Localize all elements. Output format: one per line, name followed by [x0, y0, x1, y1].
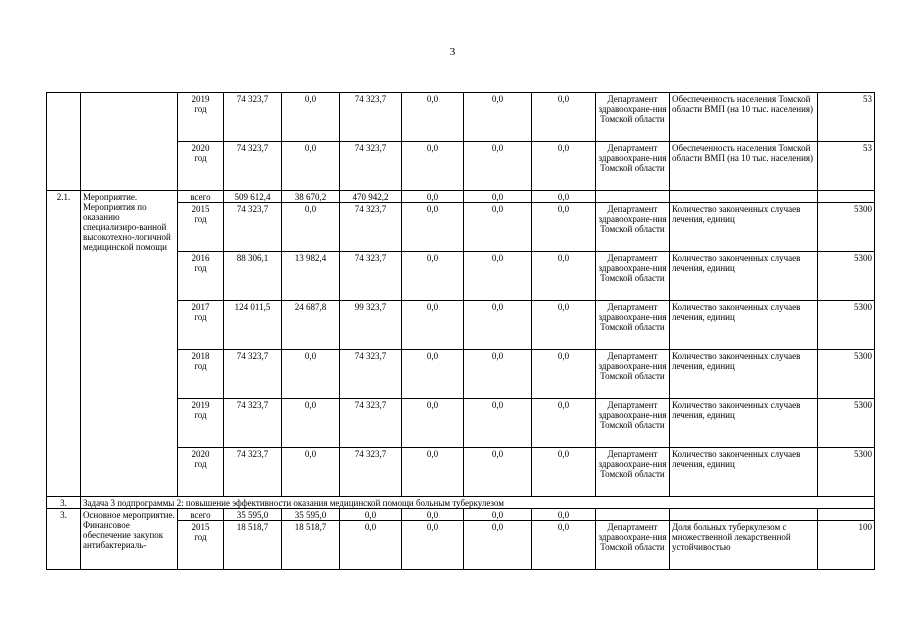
extrabudget-cell: 0,0 [464, 93, 532, 142]
local-cell: 0,0 [402, 191, 464, 203]
local-cell: 0,0 [402, 399, 464, 448]
row-number-cell: 3. [47, 509, 81, 570]
local-cell: 0,0 [402, 203, 464, 252]
extrabudget-cell: 0,0 [464, 142, 532, 191]
table-row [47, 191, 875, 203]
year-cell: 2016 год [178, 252, 224, 301]
task-row [47, 497, 875, 509]
indicator-value-cell: 5300 [818, 203, 875, 252]
federal-cell: 0,0 [282, 203, 340, 252]
federal-cell: 0,0 [282, 399, 340, 448]
other-cell: 0,0 [532, 350, 596, 399]
regional-cell: 74 323,7 [340, 93, 402, 142]
federal-cell: 0,0 [282, 142, 340, 191]
federal-cell: 24 687,8 [282, 301, 340, 350]
responsible-cell: Департамент здравоохране-ния Томской области [596, 142, 670, 191]
responsible-cell [596, 509, 670, 521]
indicator-value-cell: 100 [818, 521, 875, 570]
total-cell: 88 306,1 [224, 252, 282, 301]
indicator-cell: Обеспеченность населения Томской области ВМП (на 10 тыс. населения) [670, 142, 818, 191]
regional-cell: 74 323,7 [340, 399, 402, 448]
year-cell: 2020 год [178, 142, 224, 191]
indicator-value-cell [818, 191, 875, 203]
responsible-cell: Департамент здравоохране-ния Томской области [596, 301, 670, 350]
regional-cell: 0,0 [340, 509, 402, 521]
indicator-value-cell: 5300 [818, 252, 875, 301]
responsible-cell: Департамент здравоохране-ния Томской области [596, 521, 670, 570]
page-number: 3 [449, 46, 456, 58]
table-row [47, 509, 875, 521]
responsible-cell: Департамент здравоохране-ния Томской области [596, 93, 670, 142]
local-cell: 0,0 [402, 521, 464, 570]
local-cell: 0,0 [402, 448, 464, 497]
year-cell: 2017 год [178, 301, 224, 350]
other-cell: 0,0 [532, 252, 596, 301]
year-cell: 2015 год [178, 521, 224, 570]
regional-cell: 470 942,2 [340, 191, 402, 203]
other-cell: 0,0 [532, 448, 596, 497]
row-number-cell: 2.1. [47, 191, 81, 497]
year-cell: всего [178, 509, 224, 521]
year-cell: 2018 год [178, 350, 224, 399]
regional-cell: 74 323,7 [340, 448, 402, 497]
total-cell: 18 518,7 [224, 521, 282, 570]
total-cell: 509 612,4 [224, 191, 282, 203]
extrabudget-cell: 0,0 [464, 509, 532, 521]
extrabudget-cell: 0,0 [464, 350, 532, 399]
local-cell: 0,0 [402, 252, 464, 301]
federal-cell: 18 518,7 [282, 521, 340, 570]
indicator-cell: Количество законченных случаев лечения, единиц [670, 350, 818, 399]
indicator-cell: Доля больных туберкулезом с множественной лекарственной устойчивостью [670, 521, 818, 570]
responsible-cell [596, 191, 670, 203]
total-cell: 124 011,5 [224, 301, 282, 350]
budget-table [46, 92, 875, 570]
indicator-cell [670, 509, 818, 521]
regional-cell: 74 323,7 [340, 350, 402, 399]
indicator-cell: Количество законченных случаев лечения, единиц [670, 203, 818, 252]
regional-cell: 74 323,7 [340, 252, 402, 301]
total-cell: 74 323,7 [224, 350, 282, 399]
responsible-cell: Департамент здравоохране-ния Томской области [596, 448, 670, 497]
indicator-value-cell: 53 [818, 142, 875, 191]
total-cell: 74 323,7 [224, 93, 282, 142]
federal-cell: 0,0 [282, 350, 340, 399]
federal-cell: 0,0 [282, 93, 340, 142]
year-cell: 2015 год [178, 203, 224, 252]
year-cell: 2019 год [178, 93, 224, 142]
indicator-value-cell: 53 [818, 93, 875, 142]
year-cell: 2020 год [178, 448, 224, 497]
indicator-value-cell: 5300 [818, 301, 875, 350]
local-cell: 0,0 [402, 93, 464, 142]
indicator-value-cell [818, 509, 875, 521]
other-cell: 0,0 [532, 191, 596, 203]
indicator-value-cell: 5300 [818, 350, 875, 399]
local-cell: 0,0 [402, 142, 464, 191]
extrabudget-cell: 0,0 [464, 399, 532, 448]
indicator-value-cell: 5300 [818, 448, 875, 497]
federal-cell: 35 595,0 [282, 509, 340, 521]
total-cell: 74 323,7 [224, 448, 282, 497]
row-number-cell: 3. [47, 497, 81, 509]
responsible-cell: Департамент здравоохране-ния Томской области [596, 252, 670, 301]
year-cell: 2019 год [178, 399, 224, 448]
federal-cell: 13 982,4 [282, 252, 340, 301]
extrabudget-cell: 0,0 [464, 521, 532, 570]
indicator-cell: Количество законченных случаев лечения, единиц [670, 448, 818, 497]
regional-cell: 99 323,7 [340, 301, 402, 350]
indicator-cell: Количество законченных случаев лечения, единиц [670, 252, 818, 301]
total-cell: 35 595,0 [224, 509, 282, 521]
extrabudget-cell: 0,0 [464, 252, 532, 301]
table-row [47, 93, 875, 142]
row-number-cell [47, 93, 81, 191]
regional-cell: 74 323,7 [340, 142, 402, 191]
total-cell: 74 323,7 [224, 203, 282, 252]
indicator-cell: Обеспеченность населения Томской области ВМП (на 10 тыс. населения) [670, 93, 818, 142]
indicator-cell [670, 191, 818, 203]
total-cell: 74 323,7 [224, 142, 282, 191]
indicator-cell: Количество законченных случаев лечения, единиц [670, 399, 818, 448]
regional-cell: 0,0 [340, 521, 402, 570]
regional-cell: 74 323,7 [340, 203, 402, 252]
extrabudget-cell: 0,0 [464, 191, 532, 203]
local-cell: 0,0 [402, 350, 464, 399]
event-name-cell: Мероприятие. Мероприятия по оказанию специализиро-ванной высокотехно-логичной медицинской помощи [81, 191, 178, 497]
extrabudget-cell: 0,0 [464, 301, 532, 350]
other-cell: 0,0 [532, 521, 596, 570]
federal-cell: 0,0 [282, 448, 340, 497]
responsible-cell: Департамент здравоохране-ния Томской области [596, 203, 670, 252]
indicator-value-cell: 5300 [818, 399, 875, 448]
other-cell: 0,0 [532, 399, 596, 448]
other-cell: 0,0 [532, 93, 596, 142]
local-cell: 0,0 [402, 509, 464, 521]
indicator-cell: Количество законченных случаев лечения, единиц [670, 301, 818, 350]
year-cell: всего [178, 191, 224, 203]
responsible-cell: Департамент здравоохране-ния Томской области [596, 399, 670, 448]
event-name-cell [81, 93, 178, 191]
task-title-cell: Задача 3 подпрограммы 2: повышение эффективности оказания медицинской помощи больным туберкулезом [81, 497, 875, 509]
extrabudget-cell: 0,0 [464, 448, 532, 497]
responsible-cell: Департамент здравоохране-ния Томской области [596, 350, 670, 399]
other-cell: 0,0 [532, 142, 596, 191]
other-cell: 0,0 [532, 509, 596, 521]
other-cell: 0,0 [532, 203, 596, 252]
event-name-cell: Основное мероприятие. Финансовое обеспечение закупок антибактериаль- [81, 509, 178, 570]
local-cell: 0,0 [402, 301, 464, 350]
other-cell: 0,0 [532, 301, 596, 350]
extrabudget-cell: 0,0 [464, 203, 532, 252]
federal-cell: 38 670,2 [282, 191, 340, 203]
total-cell: 74 323,7 [224, 399, 282, 448]
